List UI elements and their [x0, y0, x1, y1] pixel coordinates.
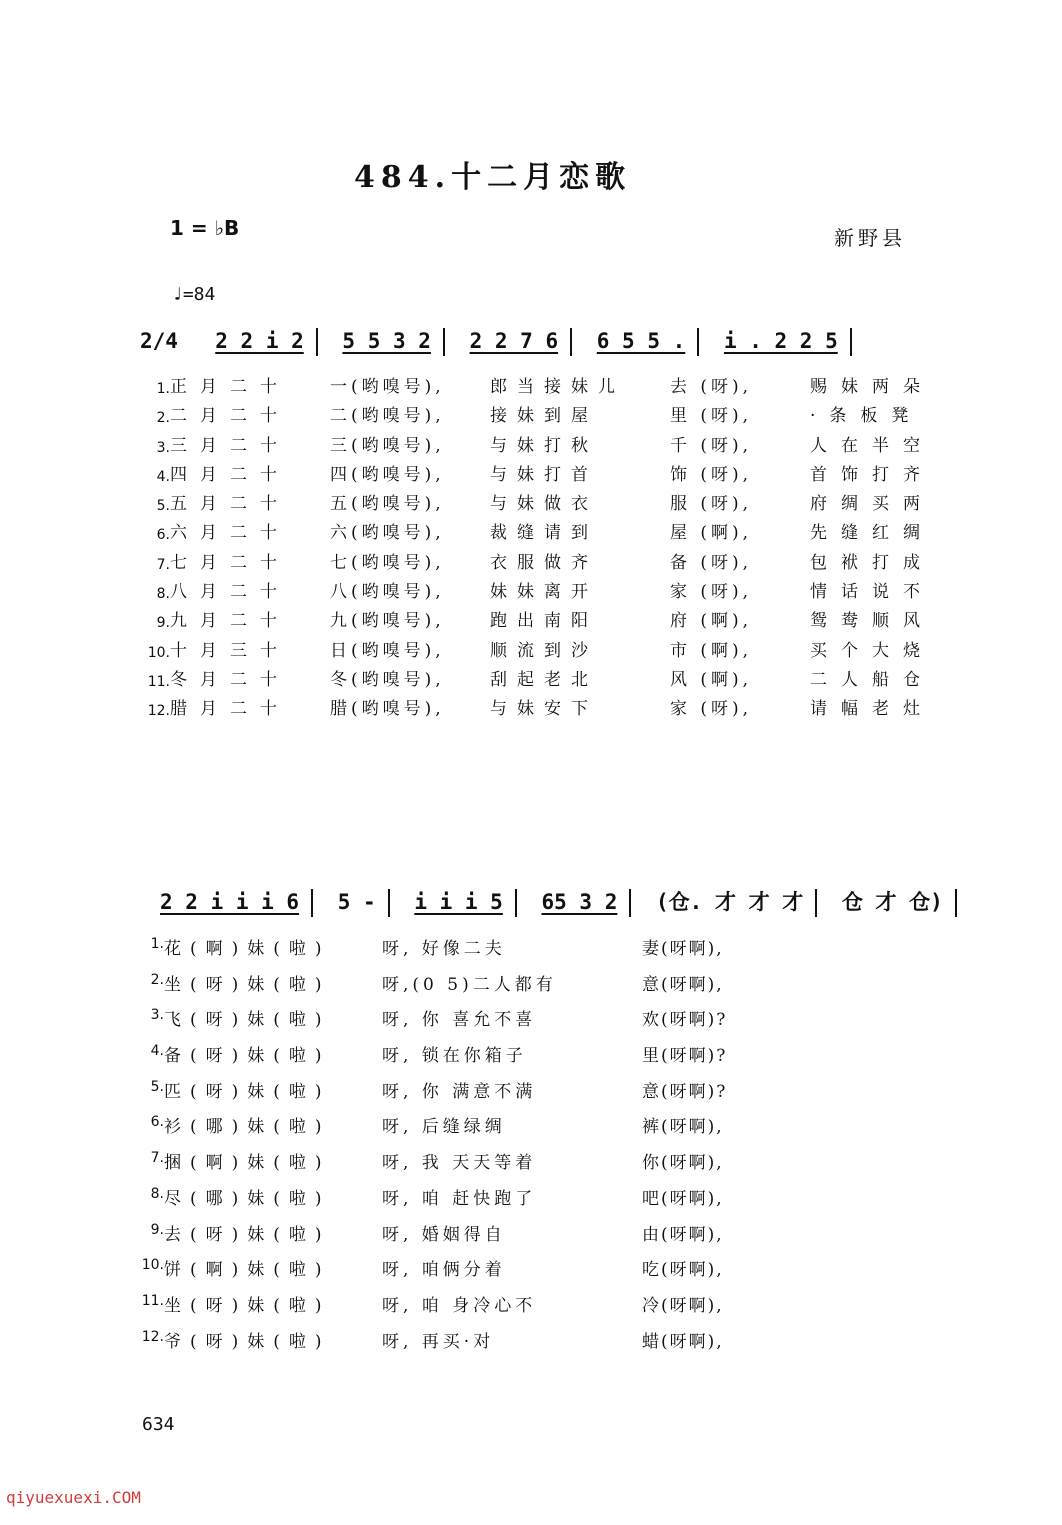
lyric-text: 由(呀啊),	[642, 1224, 724, 1245]
lyric-row	[138, 695, 960, 724]
lyric-text: 二(哟嗅号),	[330, 406, 445, 427]
lyric-text: 府 (啊),	[670, 611, 753, 632]
lyric-text: 裁缝请到	[490, 523, 598, 544]
lyric-text: 呀,(0 5)二人都有	[382, 974, 557, 995]
lyric-text: 屋 (啊),	[670, 523, 753, 544]
verse-number: 10.	[141, 1257, 164, 1274]
lyric-text: 首饰打齐	[810, 464, 934, 485]
verse-number: 12.	[147, 703, 170, 720]
verse-number: 12.	[141, 1328, 164, 1345]
measure: i i i 5	[414, 890, 503, 914]
lyric-text: 坐(呀)妹(啦)	[164, 1295, 331, 1316]
lyric-text: 呀, 你 喜允不喜	[382, 1010, 537, 1031]
lyric-text: 呀, 咱俩分着	[382, 1260, 506, 1281]
lyric-text: 呀, 锁在你箱子	[382, 1046, 527, 1067]
lyric-text: 二月二十	[170, 406, 290, 427]
lyric-text: 一(哟嗅号),	[330, 377, 445, 397]
lyric-text: 家 (呀),	[670, 699, 753, 720]
verse-number: 10.	[147, 644, 170, 661]
lyric-row	[138, 373, 960, 402]
lyric-text: 先缝红绸	[810, 523, 934, 544]
verse-number: 1.	[156, 381, 170, 397]
lyric-row	[138, 461, 960, 490]
lyric-text: 妹妹离开	[490, 582, 598, 603]
lyric-text: 腊(哟嗅号),	[330, 699, 445, 720]
lyric-text: 与妹打首	[490, 464, 598, 485]
lyric-text: 与妹安下	[490, 699, 598, 720]
verse-number: 6.	[156, 527, 170, 544]
lyric-row	[140, 1291, 782, 1327]
verse-number: 11.	[147, 673, 170, 690]
lyrics-block-2	[140, 934, 782, 1362]
lyric-text: 去(呀)妹(啦)	[164, 1224, 331, 1245]
lyric-row	[138, 666, 960, 695]
lyric-text: 包袱打成	[810, 552, 934, 573]
lyric-text: 与妹打秋	[490, 435, 598, 456]
measure: 6 5 5 .	[596, 329, 686, 353]
verse-number: 4.	[156, 468, 170, 485]
lyric-text: 刮起老北	[490, 669, 598, 690]
verse-number: 4.	[150, 1043, 164, 1060]
verse-number: 6.	[150, 1114, 164, 1131]
verse-number: 8.	[156, 586, 170, 603]
lyric-text: 跑出南阳	[490, 611, 598, 632]
lyric-text: 鸳鸯顺风	[810, 611, 934, 632]
lyric-text: 呀, 婚姻得自	[382, 1224, 506, 1245]
lyric-text: 饰 (呀),	[670, 464, 753, 485]
barline	[311, 889, 313, 917]
lyric-row	[140, 1184, 782, 1220]
lyric-text: 赐妹两朵	[810, 377, 934, 397]
barline	[515, 889, 517, 917]
lyric-text: 三(哟嗅号),	[330, 435, 445, 456]
barline	[815, 889, 817, 917]
lyric-text: 爷(呀)妹(啦)	[164, 1331, 331, 1352]
verse-number: 1.	[150, 936, 164, 952]
lyric-text: 蜡(呀啊),	[642, 1331, 724, 1352]
lyric-text: 坐(呀)妹(啦)	[164, 974, 331, 995]
lyric-text: 郎当接妹儿	[490, 377, 625, 397]
lyric-row	[140, 1005, 782, 1041]
barline	[697, 328, 699, 356]
measure: 5 -	[337, 890, 376, 914]
measure: 2 2 7 6	[469, 329, 559, 353]
lyric-text: 接妹到屋	[490, 406, 598, 427]
lyric-row	[140, 970, 782, 1006]
verse-number: 5.	[156, 498, 170, 515]
lyric-text: 吧(呀啊),	[642, 1188, 724, 1209]
lyric-text: 八月二十	[170, 582, 290, 603]
lyric-text: 你(呀啊),	[642, 1153, 724, 1174]
lyric-text: 九(哟嗅号),	[330, 611, 445, 632]
verse-number: 7.	[156, 556, 170, 573]
lyric-row	[138, 637, 960, 666]
measure: 65 3 2	[541, 890, 618, 914]
lyric-text: 三月二十	[170, 435, 290, 456]
verse-number: 3.	[156, 439, 170, 456]
lyric-text: 家 (呀),	[670, 582, 753, 603]
measure: 2 2 i 2	[215, 329, 304, 353]
lyric-text: 捆(啊)妹(啦)	[164, 1153, 331, 1174]
lyric-text: 市 (啊),	[670, 640, 753, 661]
lyric-text: 十月三十	[170, 640, 290, 661]
verse-number: 3.	[150, 1007, 164, 1024]
lyric-text: 五(哟嗅号),	[330, 494, 445, 515]
lyric-text: 请幅老灶	[810, 699, 934, 720]
lyric-text: 飞(呀)妹(啦)	[164, 1010, 331, 1031]
lyric-text: 备 (呀),	[670, 552, 753, 573]
barline	[850, 328, 852, 356]
lyric-text: 冬(哟嗅号),	[330, 669, 445, 690]
verse-number: 11.	[141, 1292, 164, 1309]
lyric-row	[140, 1327, 782, 1363]
lyric-row	[138, 578, 960, 607]
lyric-text: 呀, 你 满意不满	[382, 1081, 537, 1102]
notation-line-2	[160, 886, 969, 917]
lyric-text: 呀, 咱 身冷心不	[382, 1295, 537, 1316]
lyric-text: 千 (呀),	[670, 435, 753, 456]
lyric-text: 欢(呀啊)?	[642, 1010, 728, 1031]
lyric-text: 腊月二十	[170, 699, 290, 720]
tempo-marking: ♩=84	[172, 284, 216, 305]
lyric-row	[140, 1148, 782, 1184]
lyric-row	[138, 519, 960, 548]
lyric-text: 呀, 好像二夫	[382, 939, 506, 959]
lyric-text: 裤(呀啊),	[642, 1117, 724, 1138]
region-label: 新野县	[834, 226, 906, 250]
lyric-row	[140, 1220, 782, 1256]
lyric-text: 七(哟嗅号),	[330, 552, 445, 573]
lyric-row	[140, 1255, 782, 1291]
lyric-text: 冬月二十	[170, 669, 290, 690]
lyric-text: 里(呀啊)?	[642, 1046, 728, 1067]
barline	[570, 328, 572, 356]
watermark: qiyuexuexi.COM	[6, 1488, 141, 1507]
lyric-text: 呀, 咱 赶快跑了	[382, 1188, 537, 1209]
lyric-text: 府绸买两	[810, 494, 934, 515]
lyric-text: ·条板凳	[810, 406, 923, 427]
verse-number: 9.	[156, 615, 170, 632]
lyric-text: 买个大烧	[810, 640, 934, 661]
lyric-text: 六月二十	[170, 523, 290, 544]
lyric-text: 吃(呀啊),	[642, 1260, 724, 1281]
lyric-text: 花(啊)妹(啦)	[164, 939, 331, 959]
barline	[443, 328, 445, 356]
lyric-text: 九月二十	[170, 611, 290, 632]
verse-number: 2.	[156, 410, 170, 427]
verse-number: 9.	[150, 1221, 164, 1238]
lyric-text: 呀, 后缝绿绸	[382, 1117, 506, 1138]
barline	[388, 889, 390, 917]
lyric-text: 六(哟嗅号),	[330, 523, 445, 544]
page-number: 634	[142, 1414, 175, 1435]
lyric-text: 衣服做齐	[490, 552, 598, 573]
lyric-text: 顺流到沙	[490, 640, 598, 661]
song-title: 484.十二月恋歌	[354, 160, 632, 195]
lyric-text: 意(呀啊),	[642, 974, 724, 995]
verse-number: 8.	[150, 1185, 164, 1202]
lyric-text: 四(哟嗅号),	[330, 464, 445, 485]
lyric-row	[138, 549, 960, 578]
lyric-text: 呀, 再买·对	[382, 1331, 495, 1352]
lyric-text: 服 (呀),	[670, 494, 753, 515]
lyric-row	[140, 1077, 782, 1113]
lyric-text: 七月二十	[170, 552, 290, 573]
percussion-measure: (仓. 才 才 才	[656, 890, 804, 914]
lyric-text: 风 (啊),	[670, 669, 753, 690]
lyric-text: 四月二十	[170, 464, 290, 485]
lyric-text: 正月二十	[170, 377, 290, 397]
lyric-row	[140, 1112, 782, 1148]
lyric-row	[138, 490, 960, 519]
lyric-row	[138, 432, 960, 461]
lyric-text: 与妹做衣	[490, 494, 598, 515]
verse-number: 2.	[150, 971, 164, 988]
lyric-text: 匹(呀)妹(啦)	[164, 1081, 331, 1102]
lyric-row	[138, 607, 960, 636]
barline	[316, 328, 318, 356]
time-signature: 2/4	[140, 329, 178, 353]
lyric-text: 衫(哪)妹(啦)	[164, 1117, 331, 1138]
lyric-text: 饼(啊)妹(啦)	[164, 1260, 331, 1281]
measure: 2 2 i i i 6	[160, 890, 300, 914]
measure: 5 5 3 2	[342, 329, 431, 353]
verse-number: 7.	[150, 1150, 164, 1167]
lyric-text: 妻(呀啊),	[642, 939, 724, 959]
lyric-text: 人在半空	[810, 435, 934, 456]
lyric-text: 冷(呀啊),	[642, 1295, 724, 1316]
lyric-row	[140, 934, 782, 970]
lyric-text: 情话说不	[810, 582, 934, 603]
lyric-text: 呀, 我 天天等着	[382, 1153, 537, 1174]
barline	[955, 889, 957, 917]
lyric-text: 八(哟嗅号),	[330, 582, 445, 603]
lyric-row	[138, 402, 960, 431]
verse-number: 5.	[150, 1078, 164, 1095]
notation-line-1	[140, 328, 864, 356]
lyric-text: 备(呀)妹(啦)	[164, 1046, 331, 1067]
measure: i . 2 2 5	[723, 329, 838, 353]
lyric-text: 日(哟嗅号),	[330, 640, 445, 661]
lyric-row	[140, 1041, 782, 1077]
barline	[629, 889, 631, 917]
lyric-text: 尽(哪)妹(啦)	[164, 1188, 331, 1209]
lyric-text: 意(呀啊)?	[642, 1081, 728, 1102]
lyric-text: 里 (呀),	[670, 406, 753, 427]
key-signature: 1 = ♭B	[170, 216, 240, 240]
percussion-measure: 仓 才 仓)	[841, 890, 943, 914]
lyrics-block-1	[138, 373, 960, 725]
lyric-text: 二人船仓	[810, 669, 934, 690]
lyric-text: 去 (呀),	[670, 377, 753, 397]
lyric-text: 五月二十	[170, 494, 290, 515]
